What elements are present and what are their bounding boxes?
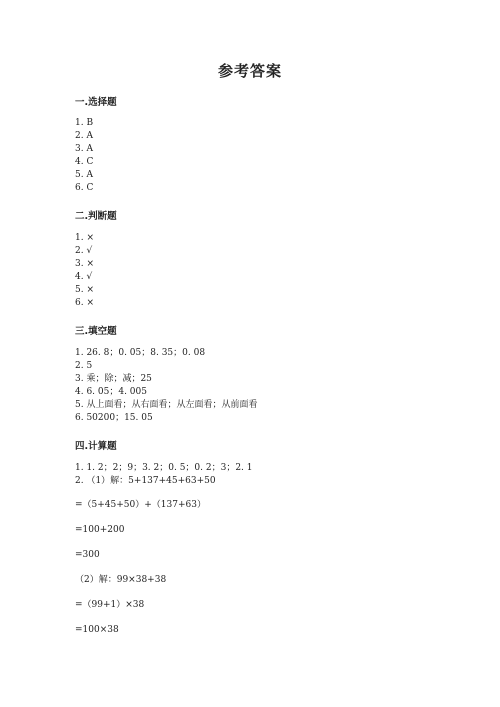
answer-line: 1. B (75, 118, 94, 128)
answer-line: 5. 从上面看；从右面看；从左面看；从前面看 (75, 400, 258, 410)
answer-line: 5. A (75, 170, 93, 180)
answer-line: 3. 乘；除；减；25 (75, 374, 152, 384)
answer-line: =300 (75, 550, 100, 560)
answer-line: 1. 26. 8；0. 05；8. 35；0. 08 (75, 348, 206, 358)
answer-line: 1. × (75, 233, 94, 243)
answer-line: 4. 6. 05；4. 005 (75, 387, 147, 397)
answer-line: =100+200 (75, 525, 125, 535)
answer-line: 5. × (75, 285, 94, 295)
answer-line: =（99+1）×38 (75, 600, 145, 610)
answer-line: 4. C (75, 157, 94, 167)
answer-line: 6. × (75, 298, 94, 308)
answer-line: 3. × (75, 259, 94, 269)
answer-line: 6. C (75, 183, 94, 193)
section-heading-choice: 一.选择题 (75, 97, 117, 108)
answer-line: 2. A (75, 131, 93, 141)
section-heading-judgment: 二.判断题 (75, 211, 117, 222)
answer-line: 2. （1）解：5+137+45+63+50 (75, 476, 216, 486)
section-heading-calculation: 四.计算题 (75, 441, 117, 452)
answer-line: =100×38 (75, 625, 119, 635)
answer-line: （2）解：99×38+38 (75, 575, 167, 585)
answer-line: 1. 1. 2；2；9；3. 2；0. 5；0. 2；3；2. 1 (75, 463, 253, 473)
answer-line: 3. A (75, 144, 93, 154)
answer-line: =（5+45+50）+（137+63） (75, 500, 206, 510)
answer-line: 6. 50200；15. 05 (75, 413, 153, 423)
answer-line: 2. √ (75, 246, 93, 256)
section-heading-fill-blank: 三.填空题 (75, 326, 117, 337)
page-title: 参考答案 (217, 62, 282, 80)
answer-line: 4. √ (75, 272, 93, 282)
answer-line: 2. 5 (75, 361, 93, 371)
